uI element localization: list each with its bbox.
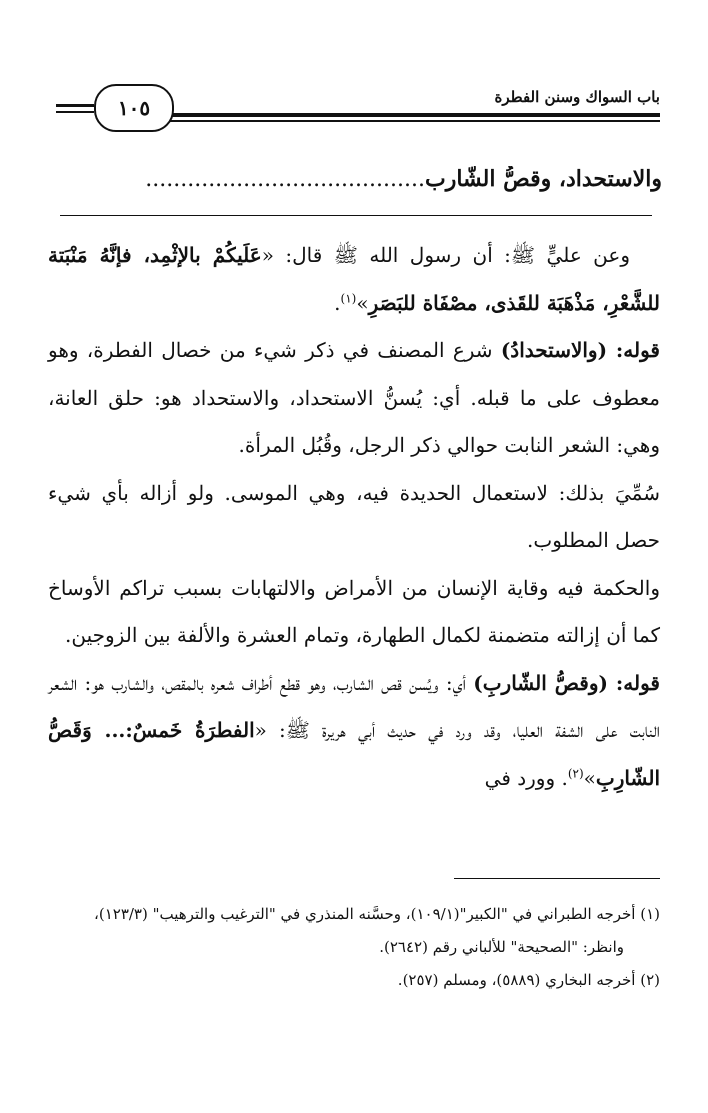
- footnotes: [48, 898, 660, 997]
- header-rule-thin-left: [56, 111, 94, 113]
- paragraph-hadith-ithmid: وعن عليٍّ ﷺ: أن رسول الله ﷺ قال: «عَلَيكُمْ بالإثْمِد، فإنَّهُ مَنْبَتة للشَّعْرِ، مَذْهَبَة للقَذى، مصْفَاة للبَصَرِ»$^{(١)}$.: [48, 243, 660, 315]
- footnote-ref-2: (٢): [567, 765, 584, 780]
- main-text: [48, 232, 660, 802]
- footnote-separator: [454, 878, 660, 879]
- commentary-label: قوله: (وقصُّ الشّاربِ): [473, 670, 660, 695]
- paragraph-istihdad: قوله: (والاستحدادُ) شرع المصنف في ذكر شيء من خصال الفطرة، وهو معطوف على ما قبله. أي: يُسنُّ الاستحداد، والاستحداد هو: حلق العانة، وهي: الشعر النابت حوالي ذكر الرجل، وقُبُل المرأة.: [48, 338, 660, 457]
- footnote-1-line-1: (١) أخرجه الطبراني في "الكبير"(١٠٩/١)، وحسَّنه المنذري في "الترغيب والترهيب" (١٢٣/٣)،: [94, 905, 660, 923]
- section-heading-text: والاستحداد، وقصُّ الشّارب: [424, 166, 662, 192]
- section-heading: [52, 166, 662, 192]
- paragraph-naming: سُمِّيَ بذلك: لاستعمال الحديدة فيه، وهي الموسى. ولو أزاله بأي شيء حصل المطلوب.: [48, 480, 661, 552]
- hadith-text: عَلَيكُمْ بالإثْمِد، فإنَّهُ مَنْبَتة للشَّعْرِ، مَذْهَبَة للقَذى، مصْفَاة للبَصَرِ: [48, 243, 660, 315]
- heading-dot-leader: ........................................: [145, 167, 425, 192]
- header-rule-thin-right: [170, 120, 660, 122]
- running-header-title: باب السواك وسنن الفطرة: [494, 88, 660, 106]
- commentary-label: قوله: (والاستحدادُ): [500, 338, 660, 362]
- page-number: ١٠٥: [94, 84, 174, 132]
- heading-rule: [60, 215, 652, 216]
- header-rule-thick-right: [170, 113, 660, 117]
- hadith-text: الفطرَةُ خَمسٌ:... وَقَصُّ الشّارِبِ: [48, 718, 660, 790]
- paragraph-qass-sharib: قوله: (وقصُّ الشّاربِ) أي: ويُسن قص الشارب، وهو قطع أطراف شعره بالمقص، والشارب هو: الشعر النابت على الشفة العليا، وقد ورد في حديث أبي هريرة ﷺ: «الفطرَةُ خَمسٌ:... وَقَصُّ الشّارِبِ»$^{(٢)}$. وورد في: [48, 670, 660, 790]
- header-rule-thick-left: [56, 104, 94, 107]
- paragraph-wisdom: والحكمة فيه وقاية الإنسان من الأمراض والالتهابات بسبب تراكم الأوساخ كما أن إزالته متضمنة لكمال الطهارة، وتمام العشرة والألفة بين الزوجين.: [48, 575, 660, 647]
- footnote-2: (٢) أخرجه البخاري (٥٨٨٩)، ومسلم (٢٥٧).: [397, 971, 660, 989]
- footnote-ref-1: (١): [340, 290, 357, 305]
- footnote-1-line-2: وانظر: "الصحيحة" للألباني رقم (٢٦٤٢).: [379, 938, 624, 956]
